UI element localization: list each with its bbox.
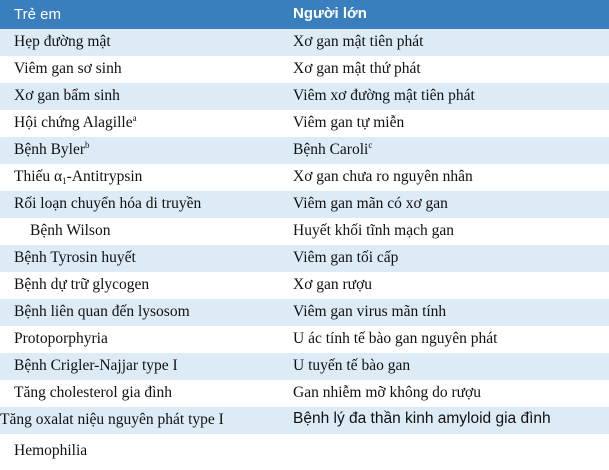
- cell-adults: Huyết khối tĩnh mạch gan: [293, 222, 454, 239]
- cell-adults: Gan nhiễm mỡ không do rượu: [293, 384, 481, 401]
- table-row: [0, 353, 609, 380]
- cell-children: [14, 168, 142, 186]
- cell-children: Viêm gan sơ sinh: [14, 60, 122, 77]
- table-row: [0, 110, 609, 137]
- cell-adults: Viêm xơ đường mật tiên phát: [293, 87, 475, 104]
- cell-adults: Viêm gan tự miễn: [293, 114, 405, 131]
- cell-children: Bệnh Crigler-Najjar type I: [14, 357, 178, 374]
- cell-children: Bệnh Tyrosin huyết: [14, 249, 136, 266]
- cell-children: Tăng cholesterol gia đình: [14, 384, 172, 401]
- cell-adults: U tuyến tế bào gan: [293, 357, 411, 374]
- cell-children: [14, 114, 137, 132]
- cell-adults: Xơ gan chưa ro nguyên nhân: [293, 168, 473, 185]
- subscript: 1: [62, 176, 67, 186]
- cell-children: Bệnh liên quan đến lysosom: [14, 303, 190, 320]
- cell-children: Xơ gan bẩm sinh: [14, 87, 120, 104]
- cell-text: Hội chứng Alagille: [14, 114, 133, 131]
- cell-children: Rối loạn chuyển hóa di truyền: [14, 195, 202, 212]
- cell-adults: Xơ gan mật tiên phát: [293, 33, 424, 50]
- cell-adults: Xơ gan rượu: [293, 276, 373, 293]
- cell-children: Hẹp đường mật: [14, 33, 111, 50]
- table-header: [0, 0, 609, 29]
- table-row: [0, 245, 609, 272]
- cell-children: Tăng oxalat niệu nguyên phát type I: [0, 411, 224, 428]
- cell-text: Bệnh Byler: [14, 141, 86, 158]
- table-row: [0, 83, 609, 110]
- cell-text: -Antitrypsin: [66, 168, 143, 185]
- cell-adults: Bệnh lý đa thần kinh amyloid gia đình: [293, 410, 551, 427]
- cell-adults: Viêm gan tối cấp: [293, 249, 399, 266]
- table-row: [0, 380, 609, 407]
- table-row: [0, 299, 609, 326]
- cell-adults: Xơ gan mật thứ phát: [293, 60, 421, 77]
- table-row: [0, 29, 609, 56]
- cell-text: Thiếu α: [14, 168, 63, 185]
- table-row: [0, 191, 609, 218]
- header-children: Trẻ em: [14, 6, 61, 23]
- table-row: [0, 326, 609, 353]
- cell-text: Bệnh Caroli: [293, 141, 369, 158]
- table-row: [0, 164, 609, 191]
- cell-adults: Viêm gan virus mãn tính: [293, 303, 447, 320]
- cell-children: Hemophilia: [14, 442, 88, 459]
- footnote-marker: c: [368, 140, 373, 150]
- table-row: [0, 407, 609, 434]
- cell-children: Bệnh Wilson: [30, 222, 111, 239]
- cell-adults: Viêm gan mãn có xơ gan: [293, 195, 448, 212]
- header-adults: Người lớn: [293, 5, 367, 22]
- cell-adults: U ác tính tế bào gan nguyên phát: [293, 330, 498, 347]
- footnote-marker: b: [85, 140, 90, 150]
- table-row: [0, 272, 609, 299]
- table-row: [0, 56, 609, 83]
- cell-children: Protoporphyria: [14, 330, 108, 347]
- cell-adults: [293, 141, 372, 159]
- table-row: [0, 137, 609, 164]
- table-row: [0, 438, 609, 468]
- table-row: [0, 218, 609, 245]
- cell-children: Bệnh dự trữ glycogen: [14, 276, 150, 293]
- footnote-marker: a: [132, 113, 137, 123]
- cell-children: [14, 141, 90, 159]
